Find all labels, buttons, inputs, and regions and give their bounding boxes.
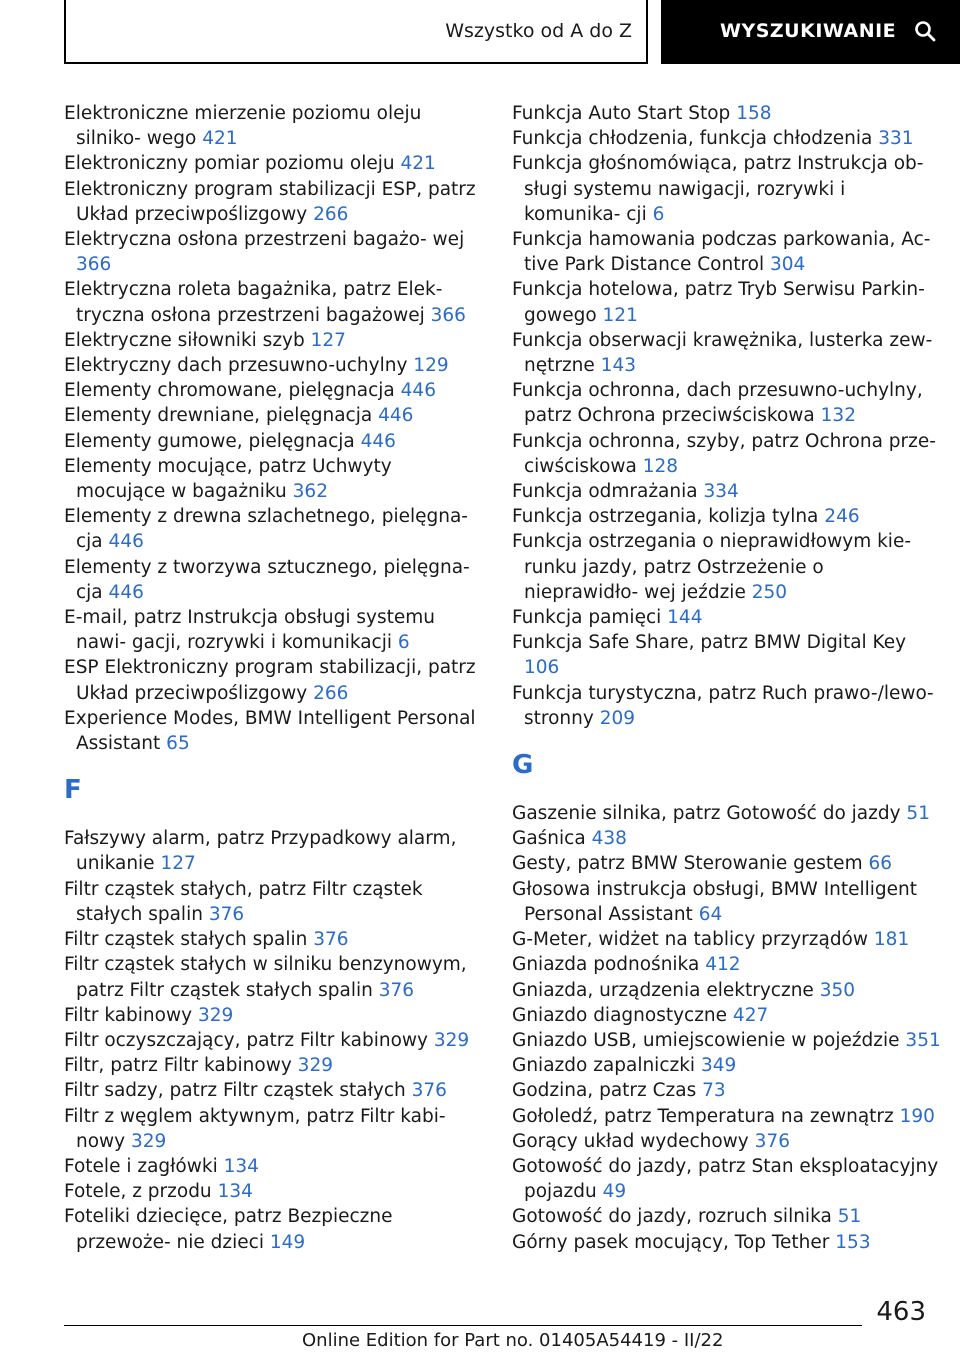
page-link[interactable]: 446 [378, 405, 414, 427]
index-entry [64, 403, 484, 428]
index-entry-text: Gniazdo USB, umiejscowienie w pojeździe [512, 1029, 900, 1051]
footer-edition: Online Edition for Part no. 01405A54419 - II/22 [302, 1330, 724, 1351]
index-entry-text: Gołoledź, patrz Temperatura na zewnątrz [512, 1105, 894, 1127]
index-entry [64, 177, 484, 227]
index-entry [64, 1028, 484, 1053]
index-entry-text: Funkcja pamięci [512, 607, 662, 629]
index-entry-text: Filtr, patrz Filtr kabinowy [64, 1055, 292, 1077]
page-link[interactable]: 349 [700, 1055, 737, 1077]
index-entry [64, 353, 484, 378]
page-link[interactable]: 190 [899, 1105, 935, 1127]
index-entry [512, 978, 942, 1003]
index-entry [512, 101, 942, 126]
page-link[interactable]: 181 [873, 929, 910, 951]
index-entry-text: Gesty, patrz BMW Sterowanie gestem [512, 853, 863, 875]
index-entry-text: Filtr kabinowy [64, 1004, 193, 1026]
page-link[interactable]: 366 [430, 304, 466, 326]
page-link[interactable]: 366 [76, 254, 112, 276]
tab-a-to-z-label: Wszystko od A do Z [445, 20, 632, 42]
index-entry-text: Elektroniczny program stabilizacji ESP, patrz Układ przeciwpoślizgowy [64, 178, 476, 225]
index-entry-text: Funkcja ostrzegania o nieprawidłowym kie‐ runku jazdy, patrz Ostrzeżenie o nieprawidło‐ wej jeździe [512, 531, 912, 603]
page-link[interactable]: 149 [269, 1231, 306, 1253]
index-entry-text: Funkcja hotelowa, patrz Tryb Serwisu Parkin‐ gowego [512, 279, 925, 326]
index-entry [64, 1078, 484, 1103]
index-entry [512, 126, 942, 151]
index-entry-text: Funkcja turystyczna, patrz Ruch prawo-/lewo‐ stronny [512, 682, 934, 729]
index-entry-text: Filtr cząstek stałych spalin [64, 929, 308, 951]
index-entry-text: Gniazdo zapalniczki [512, 1055, 696, 1077]
index-entry-text: Elektroniczne mierzenie poziomu oleju silniko‐ wego [64, 103, 422, 150]
index-entry-text: Elementy z drewna szlachetnego, pielęgna‐ cja [64, 506, 468, 553]
index-entry [64, 227, 484, 277]
page-link[interactable]: 65 [166, 733, 190, 755]
page-link[interactable]: 421 [202, 128, 238, 150]
section-letter: G [512, 750, 534, 781]
index-entry-text: Funkcja obserwacji krawężnika, lusterka zew‐ nętrzne [512, 329, 933, 377]
index-entry [64, 826, 484, 876]
index-entry [64, 1204, 484, 1254]
index-entry [64, 952, 484, 1002]
page-link[interactable]: 143 [600, 355, 636, 377]
index-entry [512, 681, 942, 731]
index-entry-text: Elektryczne siłowniki szyb [64, 329, 305, 351]
index-entry [64, 1104, 484, 1154]
page-link[interactable]: 304 [770, 254, 806, 276]
page-link[interactable]: 351 [905, 1029, 941, 1051]
index-entry [64, 706, 484, 756]
index-entry [64, 328, 484, 353]
index-entry-text: Experience Modes, BMW Intelligent Personal Assistant [64, 707, 476, 755]
page-link[interactable]: 144 [667, 607, 703, 629]
page-link[interactable]: 6 [397, 632, 410, 654]
index-entry [64, 454, 484, 504]
page-link[interactable]: 129 [413, 355, 449, 377]
index-entry [512, 504, 942, 529]
page-link[interactable]: 51 [837, 1206, 862, 1228]
index-entry-text: Fotele, z przodu [64, 1181, 212, 1203]
index-entry [64, 504, 484, 554]
index-entry [512, 851, 942, 876]
index-entry-text: Godzina, patrz Czas [512, 1080, 697, 1102]
index-entry [64, 605, 484, 655]
index-entry [512, 529, 942, 605]
page-link[interactable]: 446 [108, 531, 144, 553]
footer-divider [64, 1325, 862, 1326]
tab-search[interactable] [661, 0, 960, 64]
index-entry-text: Elementy chromowane, pielęgnacja [64, 380, 395, 402]
page-link[interactable]: 66 [868, 853, 893, 875]
index-entry [512, 630, 942, 680]
index-entry-text: Funkcja Auto Start Stop [512, 103, 731, 124]
index-entry [512, 877, 942, 927]
page-link[interactable]: 128 [642, 455, 679, 477]
index-entry-text: Funkcja odmrażania [512, 481, 698, 503]
page-link[interactable]: 446 [108, 581, 144, 603]
page-link[interactable]: 49 [602, 1181, 627, 1203]
index-entry-text: Gniazda podnośnika [512, 954, 700, 976]
index-entry-text: Funkcja głośnomówiąca, patrz Instrukcja ob‐ sługi systemu nawigacji, rozrywki i komunika‐ cji [512, 153, 924, 225]
page-link[interactable]: 362 [292, 481, 328, 503]
index-entry [64, 1154, 484, 1179]
page-link[interactable]: 376 [754, 1130, 790, 1152]
index-entry-text: Górny pasek mocujący, Top Tether [512, 1231, 830, 1253]
page-number: 463 [876, 1297, 926, 1327]
index-entry-text: Gaśnica [512, 828, 586, 850]
page-link[interactable]: 127 [160, 853, 196, 875]
index-entry [64, 429, 484, 454]
index-entry [64, 378, 484, 403]
index-entry [512, 378, 942, 428]
index-entry [512, 1154, 942, 1204]
index-entry-text: Gaszenie silnika, patrz Gotowość do jazdy [512, 803, 901, 825]
page-link[interactable]: 134 [223, 1155, 259, 1177]
index-entry-text: Elektroniczny pomiar poziomu oleju [64, 153, 395, 175]
index-entry [64, 555, 484, 605]
page-link[interactable]: 331 [878, 128, 914, 150]
index-entry-text: Funkcja Safe Share, patrz BMW Digital Key [512, 632, 907, 654]
page-link[interactable]: 121 [602, 304, 638, 326]
page-link[interactable]: 6 [652, 203, 665, 225]
index-entry [512, 1129, 942, 1154]
page-link[interactable]: 134 [217, 1181, 253, 1203]
page-link[interactable]: 412 [705, 954, 741, 976]
index-entry-text: Funkcja ochronna, szyby, patrz Ochrona prze‐ ciwściskowa [512, 430, 936, 477]
index-entry [64, 277, 484, 327]
page-link[interactable]: 329 [297, 1055, 333, 1077]
index-entry-text: Elementy drewniane, pielęgnacja [64, 405, 373, 427]
index-entry [64, 101, 484, 151]
index-entry-text: Gniazdo diagnostyczne [512, 1004, 728, 1026]
page-link[interactable]: 446 [360, 430, 396, 452]
page-link[interactable]: 132 [820, 405, 856, 427]
index-entry [64, 1053, 484, 1078]
page-link[interactable]: 329 [131, 1130, 167, 1152]
page-link[interactable]: 329 [197, 1004, 234, 1026]
tab-a-to-z[interactable] [64, 0, 648, 64]
index-entry-text: Gotowość do jazdy, rozruch silnika [512, 1206, 832, 1228]
index-entry-text: Filtr cząstek stałych, patrz Filtr cząstek stałych spalin [64, 878, 423, 925]
page-link[interactable]: 209 [599, 707, 636, 729]
index-entry-text: Foteliki dziecięce, patrz Bezpieczne przewoże‐ nie dzieci [64, 1206, 393, 1253]
index-entry-text: Fałszywy alarm, patrz Przypadkowy alarm, unikanie [64, 828, 457, 875]
index-entry [512, 1003, 942, 1028]
index-entry-text: E-mail, patrz Instrukcja obsługi systemu nawi‐ gacji, rozrywki i komunikacji [64, 607, 435, 654]
index-entry [512, 277, 942, 327]
index-entry [512, 826, 942, 851]
index-entry [64, 1003, 484, 1028]
index-entry-text: ESP Elektroniczny program stabilizacji, patrz Układ przeciwpoślizgowy [64, 657, 476, 704]
index-entry-text: Gorący układ wydechowy [512, 1130, 749, 1152]
section-letter: F [64, 775, 82, 806]
index-entry-text: Filtr sadzy, patrz Filtr cząstek stałych [64, 1080, 406, 1102]
index-entry [64, 655, 484, 705]
index-entry [512, 151, 942, 227]
tab-search-label: WYSZUKIWANIE [720, 20, 897, 42]
index-entry [512, 952, 942, 977]
index-entry-text: Gotowość do jazdy, patrz Stan eksploatacyjny pojazdu [512, 1155, 939, 1203]
page-link[interactable]: 350 [819, 979, 856, 1001]
index-entry [64, 1179, 484, 1204]
index-entry [64, 151, 484, 176]
index-entry [64, 877, 484, 927]
index-entry-text: Elektryczny dach przesuwno-uchylny [64, 355, 408, 377]
index-entry-text: Filtr oczyszczający, patrz Filtr kabinowy [64, 1029, 428, 1051]
page-link[interactable]: 51 [906, 803, 930, 825]
index-entry [512, 1104, 942, 1129]
index-entry-text: G-Meter, widżet na tablicy przyrządów [512, 929, 869, 951]
index-entry [512, 1204, 942, 1229]
page-link[interactable]: 376 [313, 929, 349, 951]
page-link[interactable]: 446 [400, 380, 436, 402]
index-entry-text: Funkcja chłodzenia, funkcja chłodzenia [512, 128, 873, 150]
page-link[interactable]: 334 [703, 481, 739, 503]
index-entry-text: Filtr z węglem aktywnym, patrz Filtr kabi‐ nowy [64, 1105, 446, 1152]
index-entry [512, 605, 942, 630]
page-link[interactable]: 376 [378, 979, 415, 1001]
index-entry-text: Funkcja ostrzegania, kolizja tylna [512, 506, 819, 528]
index-entry-text: Fotele i zagłówki [64, 1155, 218, 1177]
index-entry [512, 927, 942, 952]
page-link[interactable]: 376 [208, 903, 245, 925]
index-entry [512, 328, 942, 378]
page-link[interactable]: 421 [400, 153, 436, 175]
index-column-right [512, 101, 942, 1255]
index-entry [512, 1078, 942, 1103]
index-entry-text: Elektryczna osłona przestrzeni bagażo‐ wej [64, 229, 465, 251]
index-entry [512, 801, 942, 826]
index-entry-text: Filtr cząstek stałych w silniku benzynowym, patrz Filtr cząstek stałych spalin [64, 954, 467, 1001]
index-entry [512, 1053, 942, 1078]
index-column-left [64, 101, 484, 1255]
page-link[interactable]: 158 [736, 103, 772, 124]
index-entry-text: Gniazda, urządzenia elektryczne [512, 979, 814, 1001]
page-link[interactable]: 250 [751, 581, 788, 603]
page-link[interactable]: 64 [698, 903, 723, 925]
page-link[interactable]: 427 [732, 1004, 769, 1026]
index-entry-text: Elementy mocujące, patrz Uchwyty mocujące w bagażniku [64, 455, 392, 503]
page-link[interactable]: 73 [702, 1080, 726, 1102]
page-link[interactable]: 127 [310, 329, 346, 351]
index-entry [512, 429, 942, 479]
index-entry [512, 227, 942, 277]
index-entry [512, 1230, 942, 1255]
page-link[interactable]: 246 [824, 506, 860, 528]
index-entry [512, 479, 942, 504]
page-link[interactable]: 329 [433, 1029, 470, 1051]
page-link[interactable]: 438 [591, 828, 627, 850]
index-entry-text: Funkcja hamowania podczas parkowania, Ac‐ tive Park Distance Control [512, 229, 931, 276]
search-icon [914, 20, 936, 42]
index-entry-text: Elementy z tworzywa sztucznego, pielęgna‐ cja [64, 556, 470, 603]
index-entry-text: Elektryczna roleta bagażnika, patrz Elek‐ tryczna osłona przestrzeni bagażowej [64, 279, 443, 326]
page-link[interactable]: 153 [835, 1231, 871, 1253]
index-entry-text: Funkcja ochronna, dach przesuwno-uchylny, patrz Ochrona przeciwściskowa [512, 380, 923, 427]
page-link[interactable]: 106 [524, 657, 560, 679]
page-link[interactable]: 266 [313, 682, 349, 704]
page-link[interactable]: 266 [313, 203, 349, 225]
page-link[interactable]: 376 [411, 1080, 447, 1102]
index-entry [64, 927, 484, 952]
index-entry-text: Elementy gumowe, pielęgnacja [64, 430, 355, 452]
index-entry [512, 1028, 942, 1053]
index-entry-text: Głosowa instrukcja obsługi, BMW Intelligent Personal Assistant [512, 878, 918, 925]
